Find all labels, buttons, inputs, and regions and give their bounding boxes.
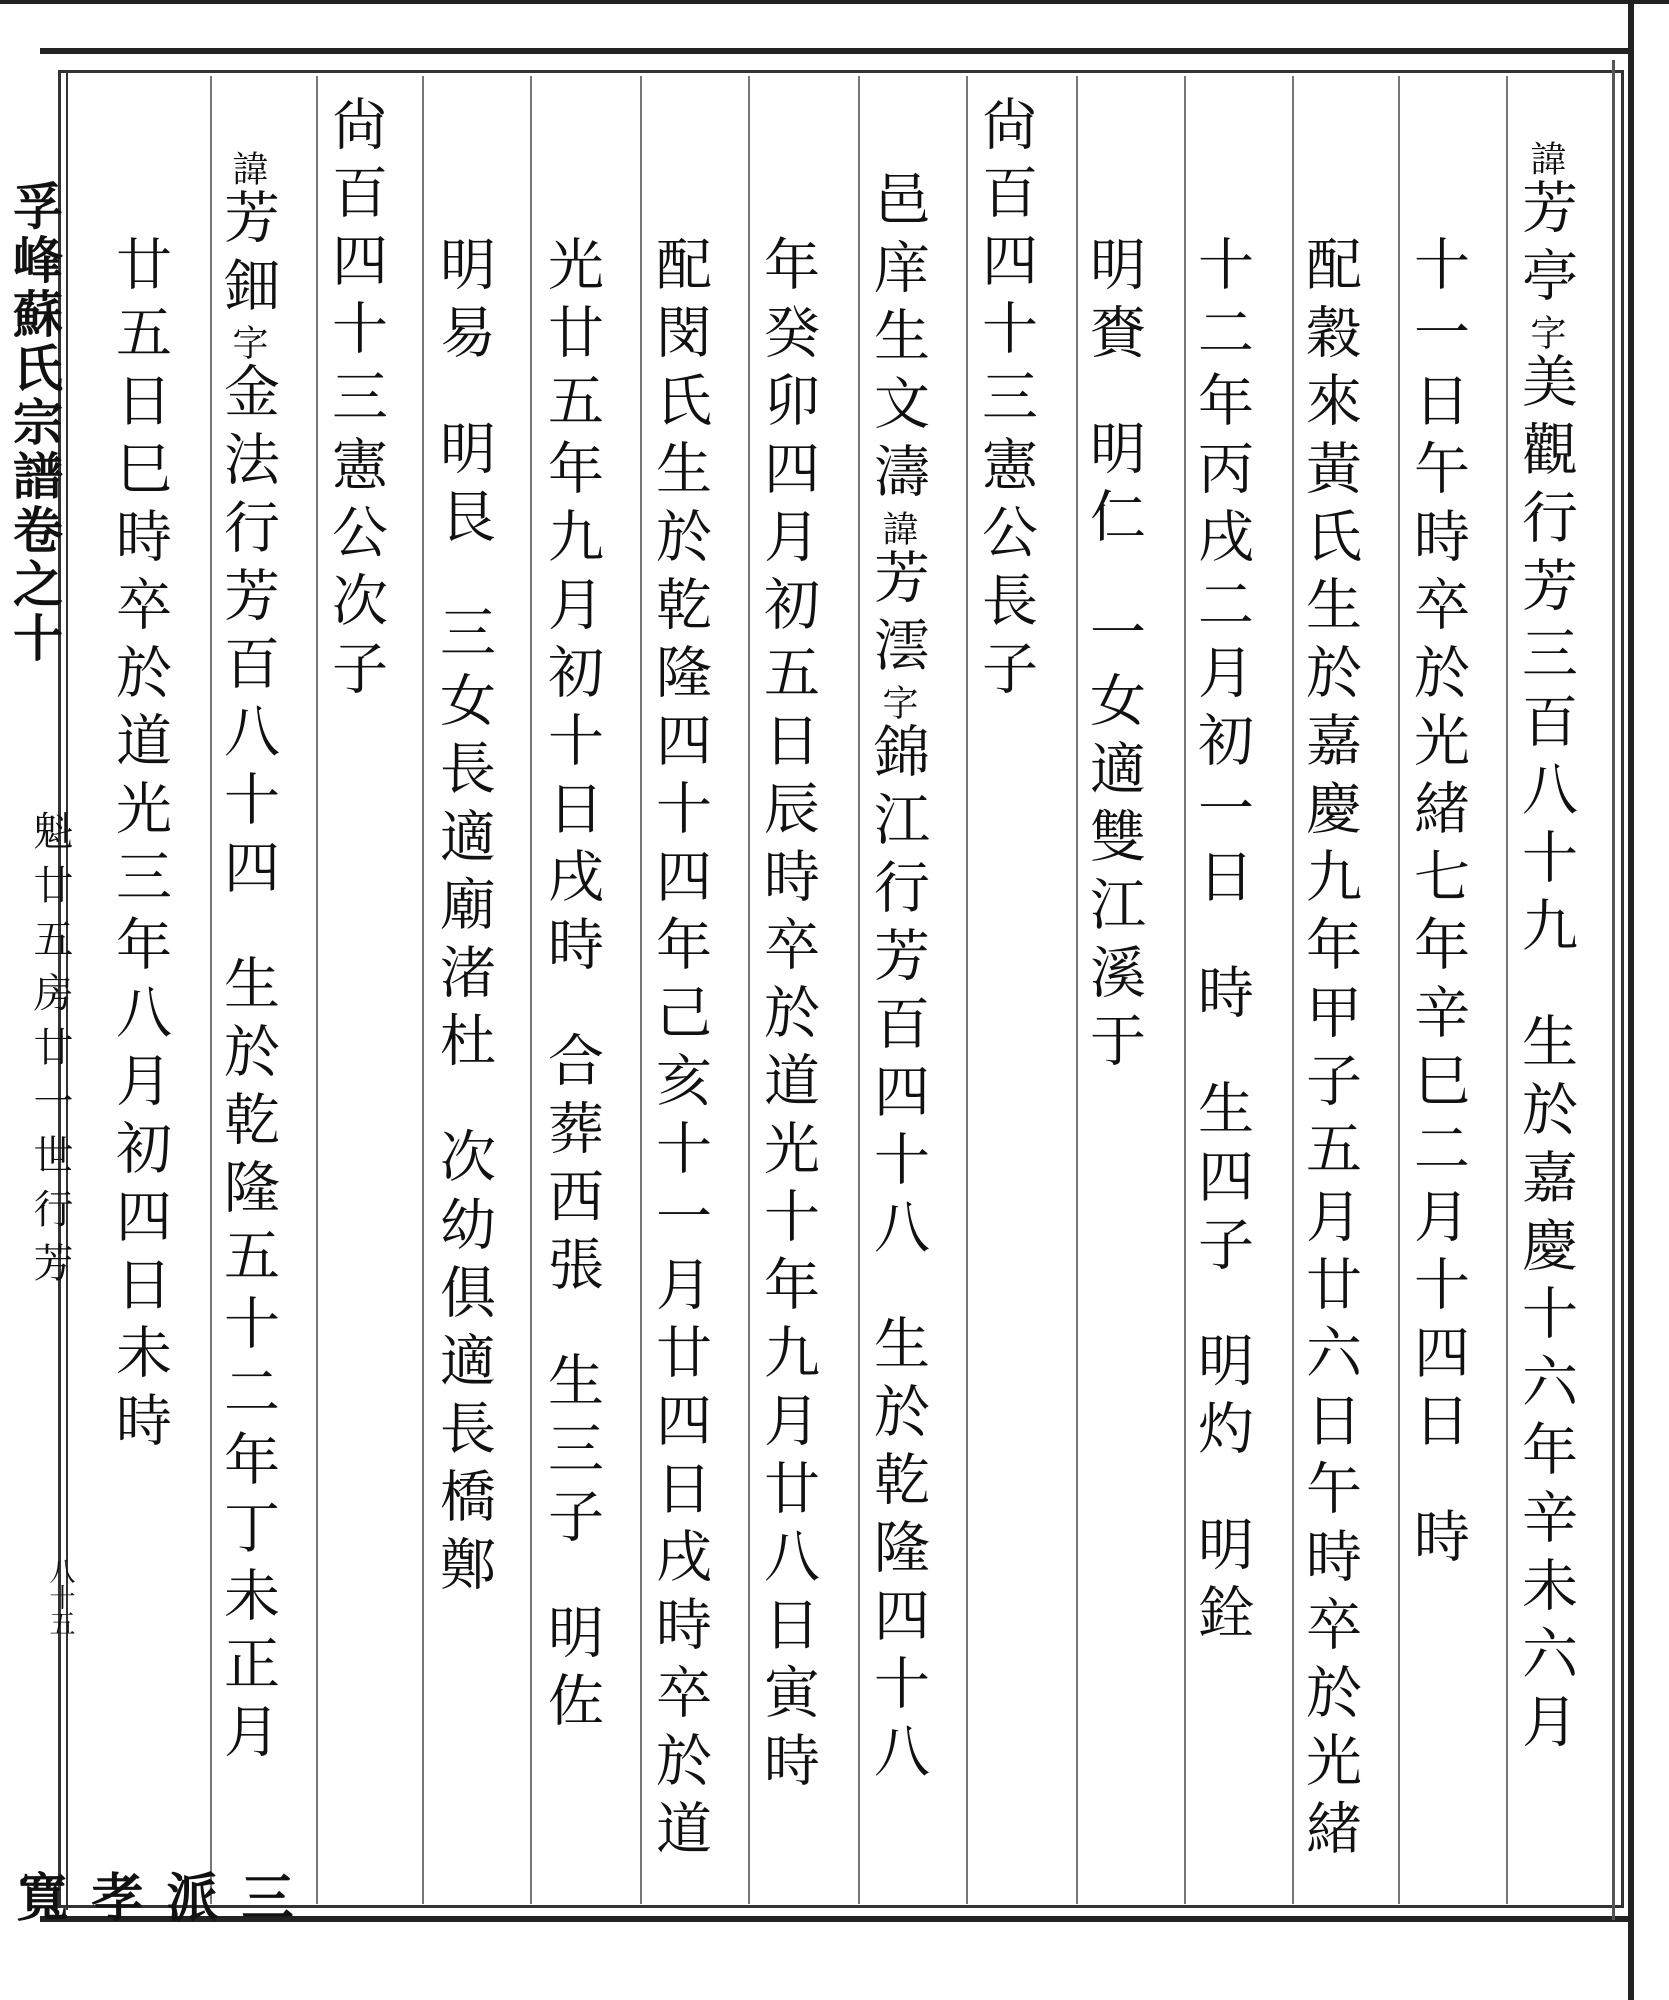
spine-foot: 三派孝寬 [7, 1870, 293, 1924]
text-column: 廿五日巳時卒於道光三年八月初四日未時 [107, 235, 172, 1459]
column-rule [422, 76, 424, 1904]
inner-border [58, 70, 1624, 1908]
column-rule [316, 76, 318, 1904]
text-column: 光廿五年九月初十日戌時合葬西張生三子明佐 [539, 235, 604, 1739]
text-column: 配閔氏生於乾隆四十四年己亥十一月廿四日戌時卒於道 [647, 235, 712, 1867]
spine-page-number: 八十五 [45, 1558, 75, 1636]
top-edge-line [0, 0, 1669, 4]
text-column: 明賚明仁一女適雙江溪于 [1081, 235, 1146, 1079]
column-rule [966, 76, 968, 1904]
text-column: 年癸卯四月初五日辰時卒於道光十年九月廿八日寅時 [755, 235, 820, 1799]
column-rule [1398, 76, 1400, 1904]
text-column: 尙百四十三憲公長子 [973, 95, 1038, 707]
column-rule [1506, 76, 1508, 1904]
text-column: 諱芳鈿字金法行芳百八十四生於乾隆五十二年丁未正月 [215, 150, 280, 1770]
column-rule [748, 76, 750, 1904]
text-column: 配穀來黃氏生於嘉慶九年甲子五月廿六日午時卒於光緒 [1297, 235, 1362, 1867]
text-column: 十二年丙戌二月初一日時生四子明灼明銓 [1189, 235, 1254, 1651]
spine-title: 孚峰蘇氏宗譜卷之十 [5, 180, 64, 666]
text-column: 十一日午時卒於光緒七年辛巳二月十四日時 [1405, 235, 1470, 1575]
spine-subtitle: 魁廿五房廿一世行芳 [27, 810, 73, 1296]
column-rule [858, 76, 860, 1904]
text-column: 明易明艮三女長適廟渚杜次幼俱適長橋鄭 [431, 235, 496, 1603]
text-column: 邑庠生文濤諱芳澐字錦江行芳百四十八生於乾隆四十八 [865, 170, 930, 1790]
column-rule [530, 76, 532, 1904]
right-inner-edge [1612, 60, 1615, 1920]
column-rule [640, 76, 642, 1904]
text-column: 尙百四十三憲公次子 [323, 95, 388, 707]
right-edge [1628, 0, 1634, 2000]
text-column: 諱芳亭字美觀行芳三百八十九生於嘉慶十六年辛未六月 [1513, 140, 1578, 1760]
